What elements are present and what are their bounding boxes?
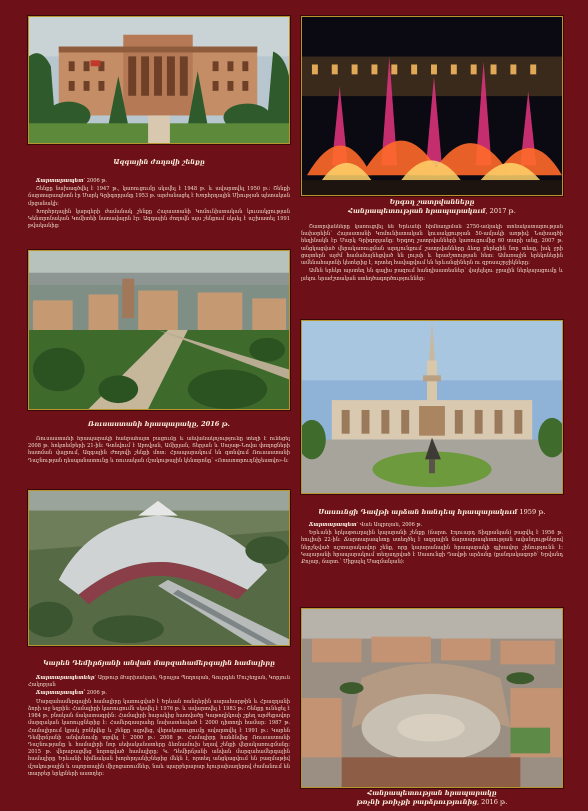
fountains-text-2: Ամեն երեկո այստեղ են գալիս բազում հանդիսատեսներ՝ վայելելու ջրային ներկայացումը և լսելու երաժշտական ստեղծագործություններ: [301,268,563,282]
parliament-caption: Ազգային ժողովի շենքը [113,158,205,166]
republic-caption-year: , 2016 թ. [476,797,508,806]
right-column [301,0,563,811]
republic-caption-line-2: թռչնի թռիչքի բարձրությունից [356,797,477,806]
station-text-block [301,522,563,602]
fountains-caption-line-1: Երգող շատրվանները [389,198,475,206]
station-text: Երևանի երկաթուղային կայարանի շենքը (ճարտ. Էդուարդ Տիգրանյան) բացվել է 1956 թ. հուլիսի 22-ին: Ճարտարապետը ստեղծել է ազգային ճարտարապետության ավանդույթներով ներշնչված աշտարակավոր շենք, որը կայարանային հրապարակի գլխավոր շինությունն է: Կայարանի հրապարակում տեղադրված է Սասունցի Դավթի արձանը (քանդակագործ՝ Երվանդ Քոչար, ճարտ.՝ Միքայել Մազմանյան): [301,530,563,566]
fountains-text-1: Շատրվանները կառուցվել են Երևանի հիմնադրման 2750-ամյակի տոնակատարության նախօրեին՝ Հայաստանի Կոմունիստական կուսակցության 50-ամյակի առթիվ: Նախագծի հեղինակն էր Մարկ Գրիգորյանը: Երգող շատրվանների կառուցումից 60 տարի անց, 2007 թ. անցկացված վերակառուցման արդյունքում շատրվանները ձեռք բերեցին նոր տեսք, իսկ ջրի ցայտերն այժմ համաձայնեցված են լույսի և երաժշտության հետ: Ամառային երեկոներին ամենահայտնի կետերից է, որտեղ հավաքվում են երևանցիներն ու զբոսաշրջիկները: [301,224,563,267]
station-caption-year: 1959 թ. [517,508,546,516]
parliament-text-1: Շենքը նախագծվել է 1947 թ., կառուցումը սկսվել է 1948 թ. և ավարտվել 1950 թ.: Շենքի ճարտարապետն էր Մարկ Գրիգորյանը 1953 թ. արժանացել է Խորհրդային Միության պետական մրցանակի: [28,186,290,207]
russia-square-text: Ռուսաստանի հրապարակի հանրահայտ բացումը և անվանակոչությունը տեղի է ունեցել 2008 թ. հոկտեմբերի 21-ին: Գտնվում է Աբովյան, Ամիրյան, Տերյան և Սայաթ-Նովա փողոցների հատման վայրում, Ազգային Ժողովի շենքի մոտ: Հրապարակում են գտնվում Ռուսաստանի Դաշնության դեսպանատունը և ռուսական մշակութային կենտրոնը՝ «Ռոսսոտրուդնիչեստվո»-ն: [28,436,290,464]
sports-architects-label: Ճարտարապետներ՝ [36,675,97,681]
parliament-architect-value: 2006 թ. [85,178,108,184]
republic-caption-line-1: Հանրապետության հրապարակը [367,789,497,797]
parliament-architect-label: Ճարտարապետ՝ [36,178,86,184]
fountains-caption-line-2: Հանրապետության հրապարակում [348,206,486,215]
sports-complex-text: Մարզահամերգային համալիրը կառուցված է Երևան ռանդերին սարահարթին և Հրազդանի ձորի աջ եզրին: Համալիրի կառուցումն սկսվել է 1976 թ. և ավարտվել է 1983 թ.: Շենքը ունեցել է 1984 թ. բնական ճակատագրին: Համալիրի հարակից հատվածը Կաթողիկոսի շքեղ արժեքավոր մարզական կառույցներից է: Համերգասրահը նախատեսված է 2000 դիտողի համար: 1987 թ. Համալիրում կրակ բռնկվեց և շենքը այրվեց, վերակառուցումը ավարտվել է 1991 թ.: Կարեն Դեմիրճյանի անվանումը տրվել է 2000 թ.: 2008 թ. Համալիրը հանձնվեց Ռուսաստանի Դաշնությանը և համալիրի նոր սեփականատերը ձեռնամուխ եղավ շենքի վերակառուցմանը: 2015 թ. վերաբացվեց նորոգված համալիրը: Կ. Դեմիրճյանի անվան մարզահամերգային համալիրը Երևանի հիմնական խորհրդանիշներից մեկն է, որտեղ անցկացվում են բազմաթիվ մշակութային և սպորտային միջոցառումներ, նաև պարբերաբար հյուրախաղերով ժամանում են տարբեր երկրների աստղեր: [28,698,290,777]
station-caption-text: Սասունցի Դավթի արձան հանդեպ հրապարակում [318,508,518,516]
parliament-text [28,178,290,244]
fountains-text-block [301,224,563,310]
fountains-caption [301,198,563,216]
sports-complex-photo [28,490,290,646]
left-column [28,0,290,811]
republic-square-caption [301,789,563,807]
russia-square-photo [28,250,290,410]
russia-square-text-block [28,436,290,480]
sports-architect2-label: Ճարտարապետ՝ [36,690,86,697]
sports-architects-value: Արթուր Թարխանյան, Գրաչյա Պողոսյան, Գուրգեն Մուշեղյան, Կորյուն Հակոբյան [28,675,290,689]
fountains-photo [301,16,563,196]
sports-complex-caption: Կարեն Դեմիրճյանի անվան մարզահամերգային համալիրը [43,659,275,667]
fountains-caption-year: , 2017 թ. [485,206,516,215]
station-architect-value: Վան Ապրոյան, 2006 թ. [358,522,423,528]
parliament-text-2: Խորհրդային կարգերի ժամանակ շենքը Հայաստանի Կոմունիստական կուսակցության Կենտրոնական Կոմիտեի նստավայրն էր: Ազգային ժողովն այս շենքում սկսել է աշխատել 1991 թվականից: [28,208,290,230]
parliament-photo [28,16,290,144]
station-photo [301,320,563,494]
station-architect-label: Ճարտարապետ՝ [309,522,359,528]
sports-architect2-value: 2006 թ. [85,690,108,697]
station-caption [301,508,563,517]
republic-square-photo [301,608,563,788]
sports-complex-text-block [28,675,290,805]
russia-square-caption: Ռուսաստանի հրապարակը, 2016 թ. [88,420,230,428]
